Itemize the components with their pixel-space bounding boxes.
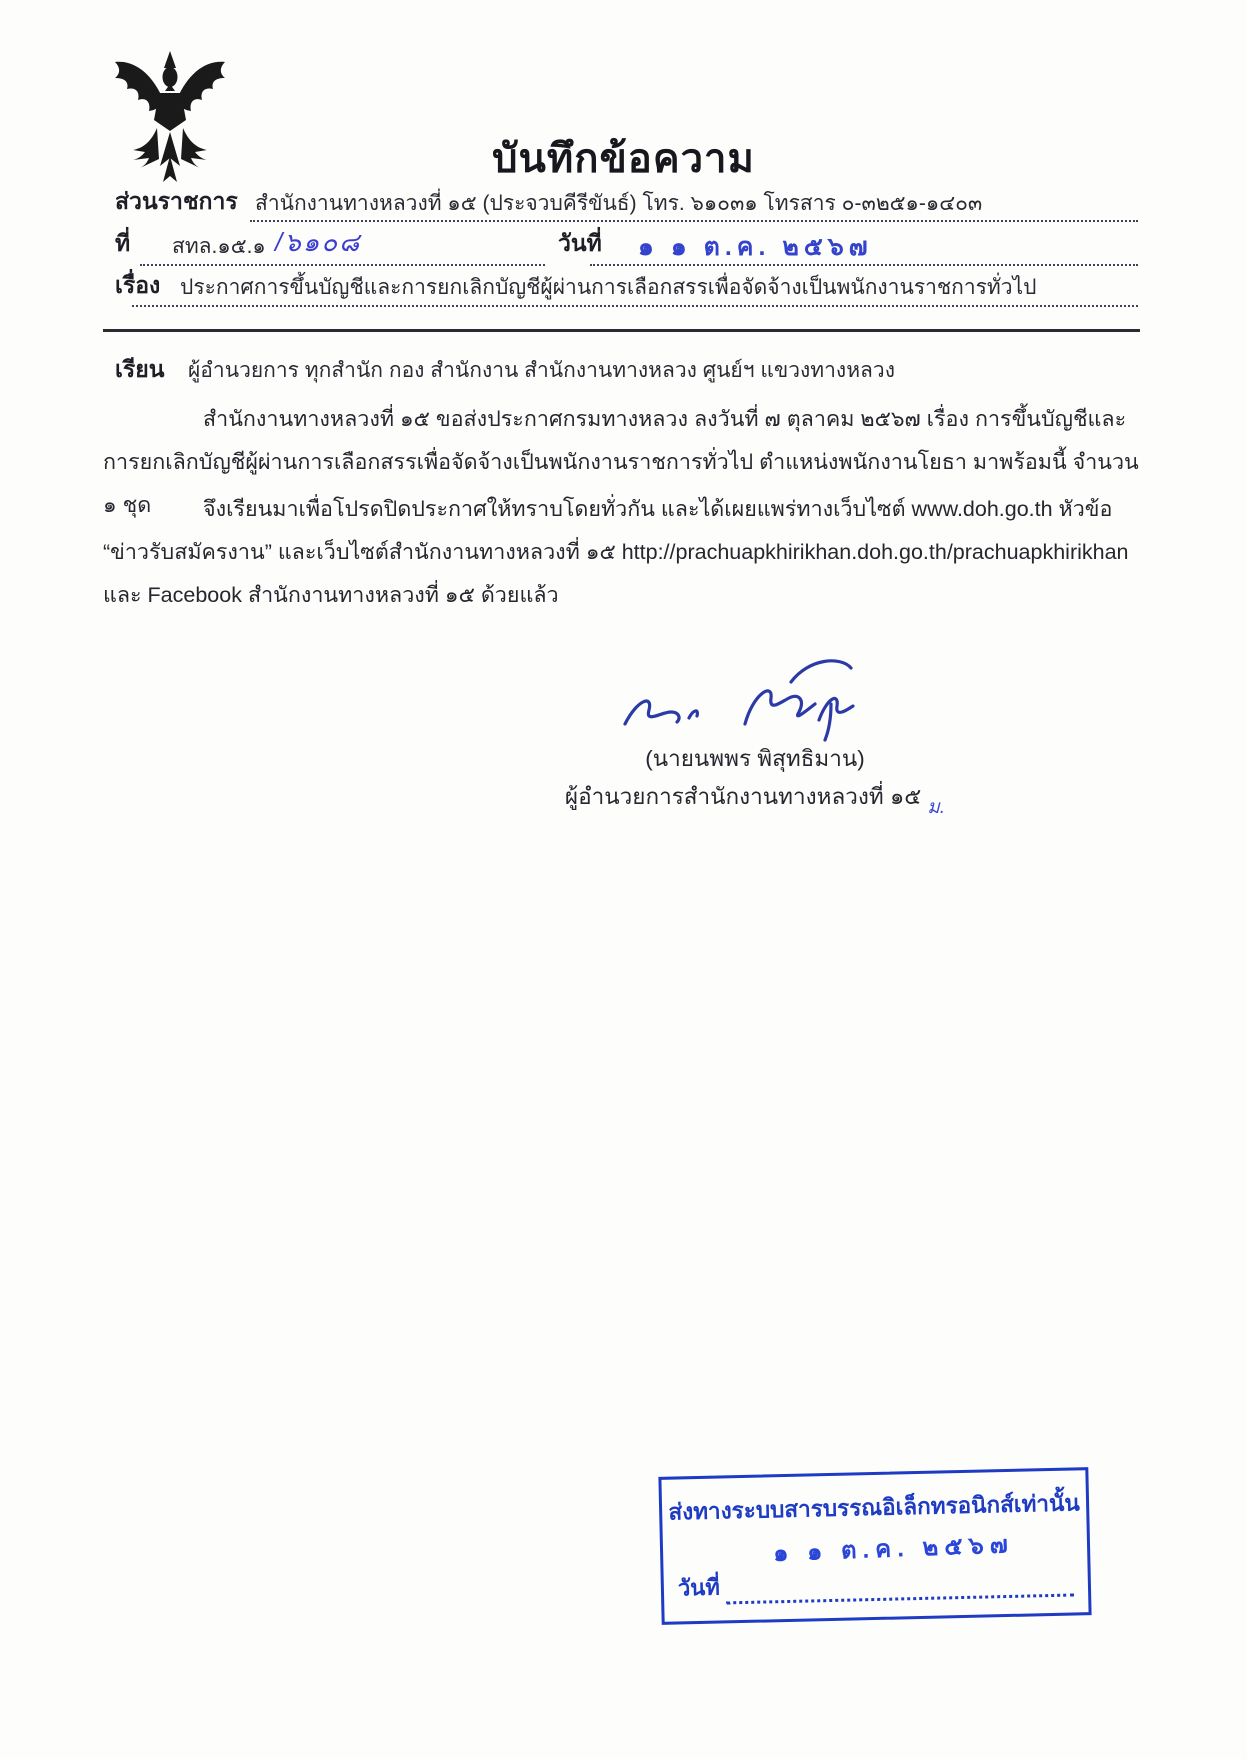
paragraph-line: จึงเรียนมาเพื่อโปรดปิดประกาศให้ทราบโดยทั่วกัน และได้เผยแพร่ทางเว็บไซต์ www.doh.go.th หัวข้อ bbox=[203, 497, 1113, 521]
signatory-position: ผู้อำนวยการสำนักงานทางหลวงที่ ๑๕ ม. bbox=[564, 784, 946, 818]
number-handwritten: /๖๑๐๘ bbox=[275, 227, 362, 257]
paragraph-line: “ข่าวรับสมัครงาน” และเว็บไซต์สำนักงานทางหลวงที่ ๑๕ http://prachuapkhirikhan.doh.go.th/prachuapkhirikhan bbox=[103, 540, 1129, 564]
number-printed: สทล.๑๕.๑ bbox=[172, 235, 266, 258]
number-dotted-line bbox=[140, 264, 545, 266]
paragraph-2 bbox=[103, 488, 1143, 617]
electronic-stamp bbox=[658, 1467, 1091, 1625]
subject-dotted-line bbox=[132, 305, 1138, 307]
paragraph-line: การยกเลิกบัญชีผู้ผ่านการเลือกสรรเพื่อจัดจ้างเป็นพนักงานราชการทั่วไป ตำแหน่งพนักงานโยธา มาพร้อมนี้ จำนวน ๑ ชุด bbox=[103, 450, 1139, 517]
stamp-date: ๑ ๑ ต.ค. ๒๕๖๗ bbox=[772, 1531, 1015, 1567]
stamp-date-line bbox=[678, 1562, 1075, 1606]
stamp-dotted-leader bbox=[726, 1570, 1075, 1605]
signatory-handwritten-mark: ม. bbox=[927, 797, 946, 818]
paragraph-line: และ Facebook สำนักงานทางหลวงที่ ๑๕ ด้วยแล้ว bbox=[103, 583, 559, 607]
number-label: ที่ bbox=[115, 230, 131, 256]
salutation-value: ผู้อำนวยการ ทุกสำนัก กอง สำนักงาน สำนักงานทางหลวง ศูนย์ฯ แขวงทางหลวง bbox=[188, 359, 895, 382]
stamp-date-label: วันที่ bbox=[677, 1574, 721, 1601]
paragraph-line: สำนักงานทางหลวงที่ ๑๕ ขอส่งประกาศกรมทางหลวง ลงวันที่ ๗ ตุลาคม ๒๕๖๗ เรื่อง การขึ้นบัญชีและ bbox=[203, 407, 1127, 431]
subject-value: ประกาศการขึ้นบัญชีและการยกเลิกบัญชีผู้ผ่านการเลือกสรรเพื่อจัดจ้างเป็นพนักงานราชการทั่วไป bbox=[180, 276, 1037, 299]
date-label: วันที่ bbox=[558, 230, 602, 256]
subject-label: เรื่อง bbox=[115, 272, 161, 298]
signature-handwriting-icon bbox=[595, 648, 935, 753]
header-divider bbox=[103, 329, 1140, 332]
date-dotted-line bbox=[590, 264, 1138, 266]
page-title: บันทึกข้อความ bbox=[492, 137, 755, 181]
salutation-label: เรียน bbox=[115, 356, 165, 382]
date-stamp: ๑ ๑ ต.ค. ๒๕๖๗ bbox=[638, 233, 873, 261]
stamp-text: ส่งทางระบบสารบรรณอิเล็กทรอนิกส์เท่านั้น bbox=[668, 1490, 1081, 1525]
agency-dotted-line bbox=[250, 220, 1138, 222]
agency-value: สำนักงานทางหลวงที่ ๑๕ (ประจวบคีรีขันธ์) โทร. ๖๑๐๓๑ โทรสาร ๐-๓๒๕๑-๑๔๐๓ bbox=[255, 192, 983, 215]
agency-label: ส่วนราชการ bbox=[115, 188, 238, 214]
signatory-name: (นายนพพร พิสุทธิมาน) bbox=[645, 746, 865, 771]
